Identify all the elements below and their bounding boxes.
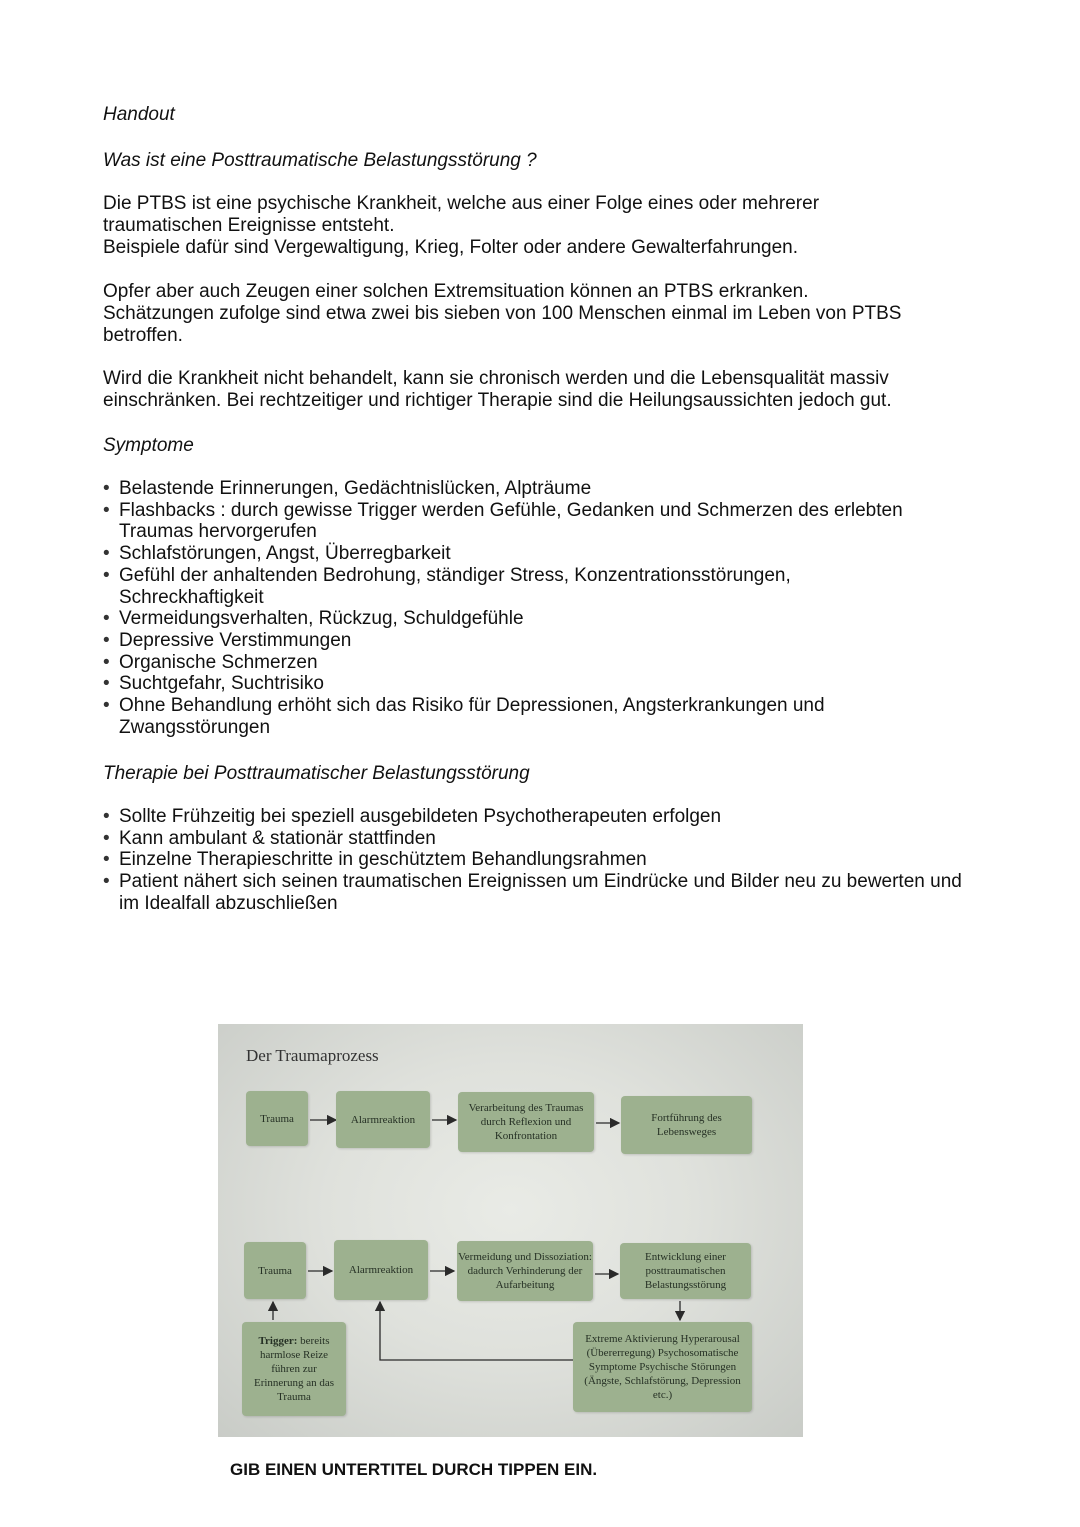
box-alarmreaktion-2: Alarmreaktion [334,1240,428,1300]
box-alarmreaktion-1: Alarmreaktion [336,1091,430,1148]
trauma-process-diagram [218,1024,803,1437]
trigger-text: bereits harmlose Reize führen zur Erinnerung an das Trauma [253,1335,335,1403]
box-fortfuehrung: Fortführung des Lebensweges [621,1096,752,1154]
list-item: • Kann ambulant & stationär stattfinden [103,828,978,850]
arrow-feedback [380,1302,573,1360]
list-item: • Suchtgefahr, Suchtrisiko [103,673,953,695]
intro-paragraph-1: Die PTBS ist eine psychische Krankheit, welche aus einer Folge eines oder mehrerer traumatischen Ereignisse entsteht. Beispiele dafür sind Vergewaltigung, Krieg, Folter oder andere Gewalterfahrungen. [103,193,820,258]
intro-paragraph-2: Opfer aber auch Zeugen einer solchen Extremsituation können an PTBS erkranken. Schätzungen zufolge sind etwa zwei bis sieben von 100 Menschen einmal im Leben von PTBS betroffen. [103,281,902,346]
list-item: • Schlafstörungen, Angst, Überregbarkeit [103,543,953,565]
symptoms-heading: Symptome [103,435,194,456]
list-item: • Patient nähert sich seinen traumatischen Ereignissen um Eindrücke und Bilder neu zu bewerten und im Idealfall abzuschließen [103,871,978,914]
symptoms-list [103,478,953,738]
therapy-heading: Therapie bei Posttraumatischer Belastungsstörung [103,763,530,784]
list-item: • Organische Schmerzen [103,652,953,674]
box-vermeidung: Vermeidung und Dissoziation: dadurch Verhinderung der Aufarbeitung [457,1241,593,1301]
box-trigger [242,1322,346,1416]
box-trauma-1: Trauma [246,1091,308,1146]
figure-caption-placeholder[interactable]: GIB EINEN UNTERTITEL DURCH TIPPEN EIN. [230,1460,598,1479]
list-item: • Ohne Behandlung erhöht sich das Risiko für Depressionen, Angsterkrankungen und Zwangsstörungen [103,695,899,738]
box-verarbeitung: Verarbeitung des Traumas durch Reflexion und Konfrontation [458,1092,594,1152]
box-extreme-aktivierung: Extreme Aktivierung Hyperarousal (Übererregung) Psychosomatische Symptome Psychische Störungen (Ängste, Schlafstörung, Depression etc.) [573,1322,752,1412]
box-trauma-2: Trauma [244,1242,306,1299]
intro-heading: Was ist eine Posttraumatische Belastungsstörung ? [103,150,537,171]
list-item: • Sollte Frühzeitig bei speziell ausgebildeten Psychotherapeuten erfolgen [103,806,978,828]
list-item: • Depressive Verstimmungen [103,630,953,652]
list-item: • Belastende Erinnerungen, Gedächtnislücken, Alpträume [103,478,953,500]
diagram-title: Der Traumaprozess [246,1046,379,1065]
list-item: • Flashbacks : durch gewisse Trigger werden Gefühle, Gedanken und Schmerzen des erlebten Traumas hervorgerufen [103,500,953,543]
handout-label: Handout [103,104,175,125]
therapy-list [103,806,978,915]
list-item: • Gefühl der anhaltenden Bedrohung, ständiger Stress, Konzentrationsstörungen, Schreckhaftigkeit [103,565,839,608]
list-item: • Vermeidungsverhalten, Rückzug, Schuldgefühle [103,608,953,630]
intro-paragraph-3: Wird die Krankheit nicht behandelt, kann sie chronisch werden und die Lebensqualität massiv einschränken. Bei rechtzeitiger und richtiger Therapie sind die Heilungsaussichten jedoch gut. [103,368,892,411]
list-item: • Einzelne Therapieschritte in geschütztem Behandlungsrahmen [103,849,978,871]
box-entwicklung: Entwicklung einer posttraumatischen Belastungsstörung [620,1243,751,1299]
trigger-lead: Trigger: [258,1335,298,1347]
